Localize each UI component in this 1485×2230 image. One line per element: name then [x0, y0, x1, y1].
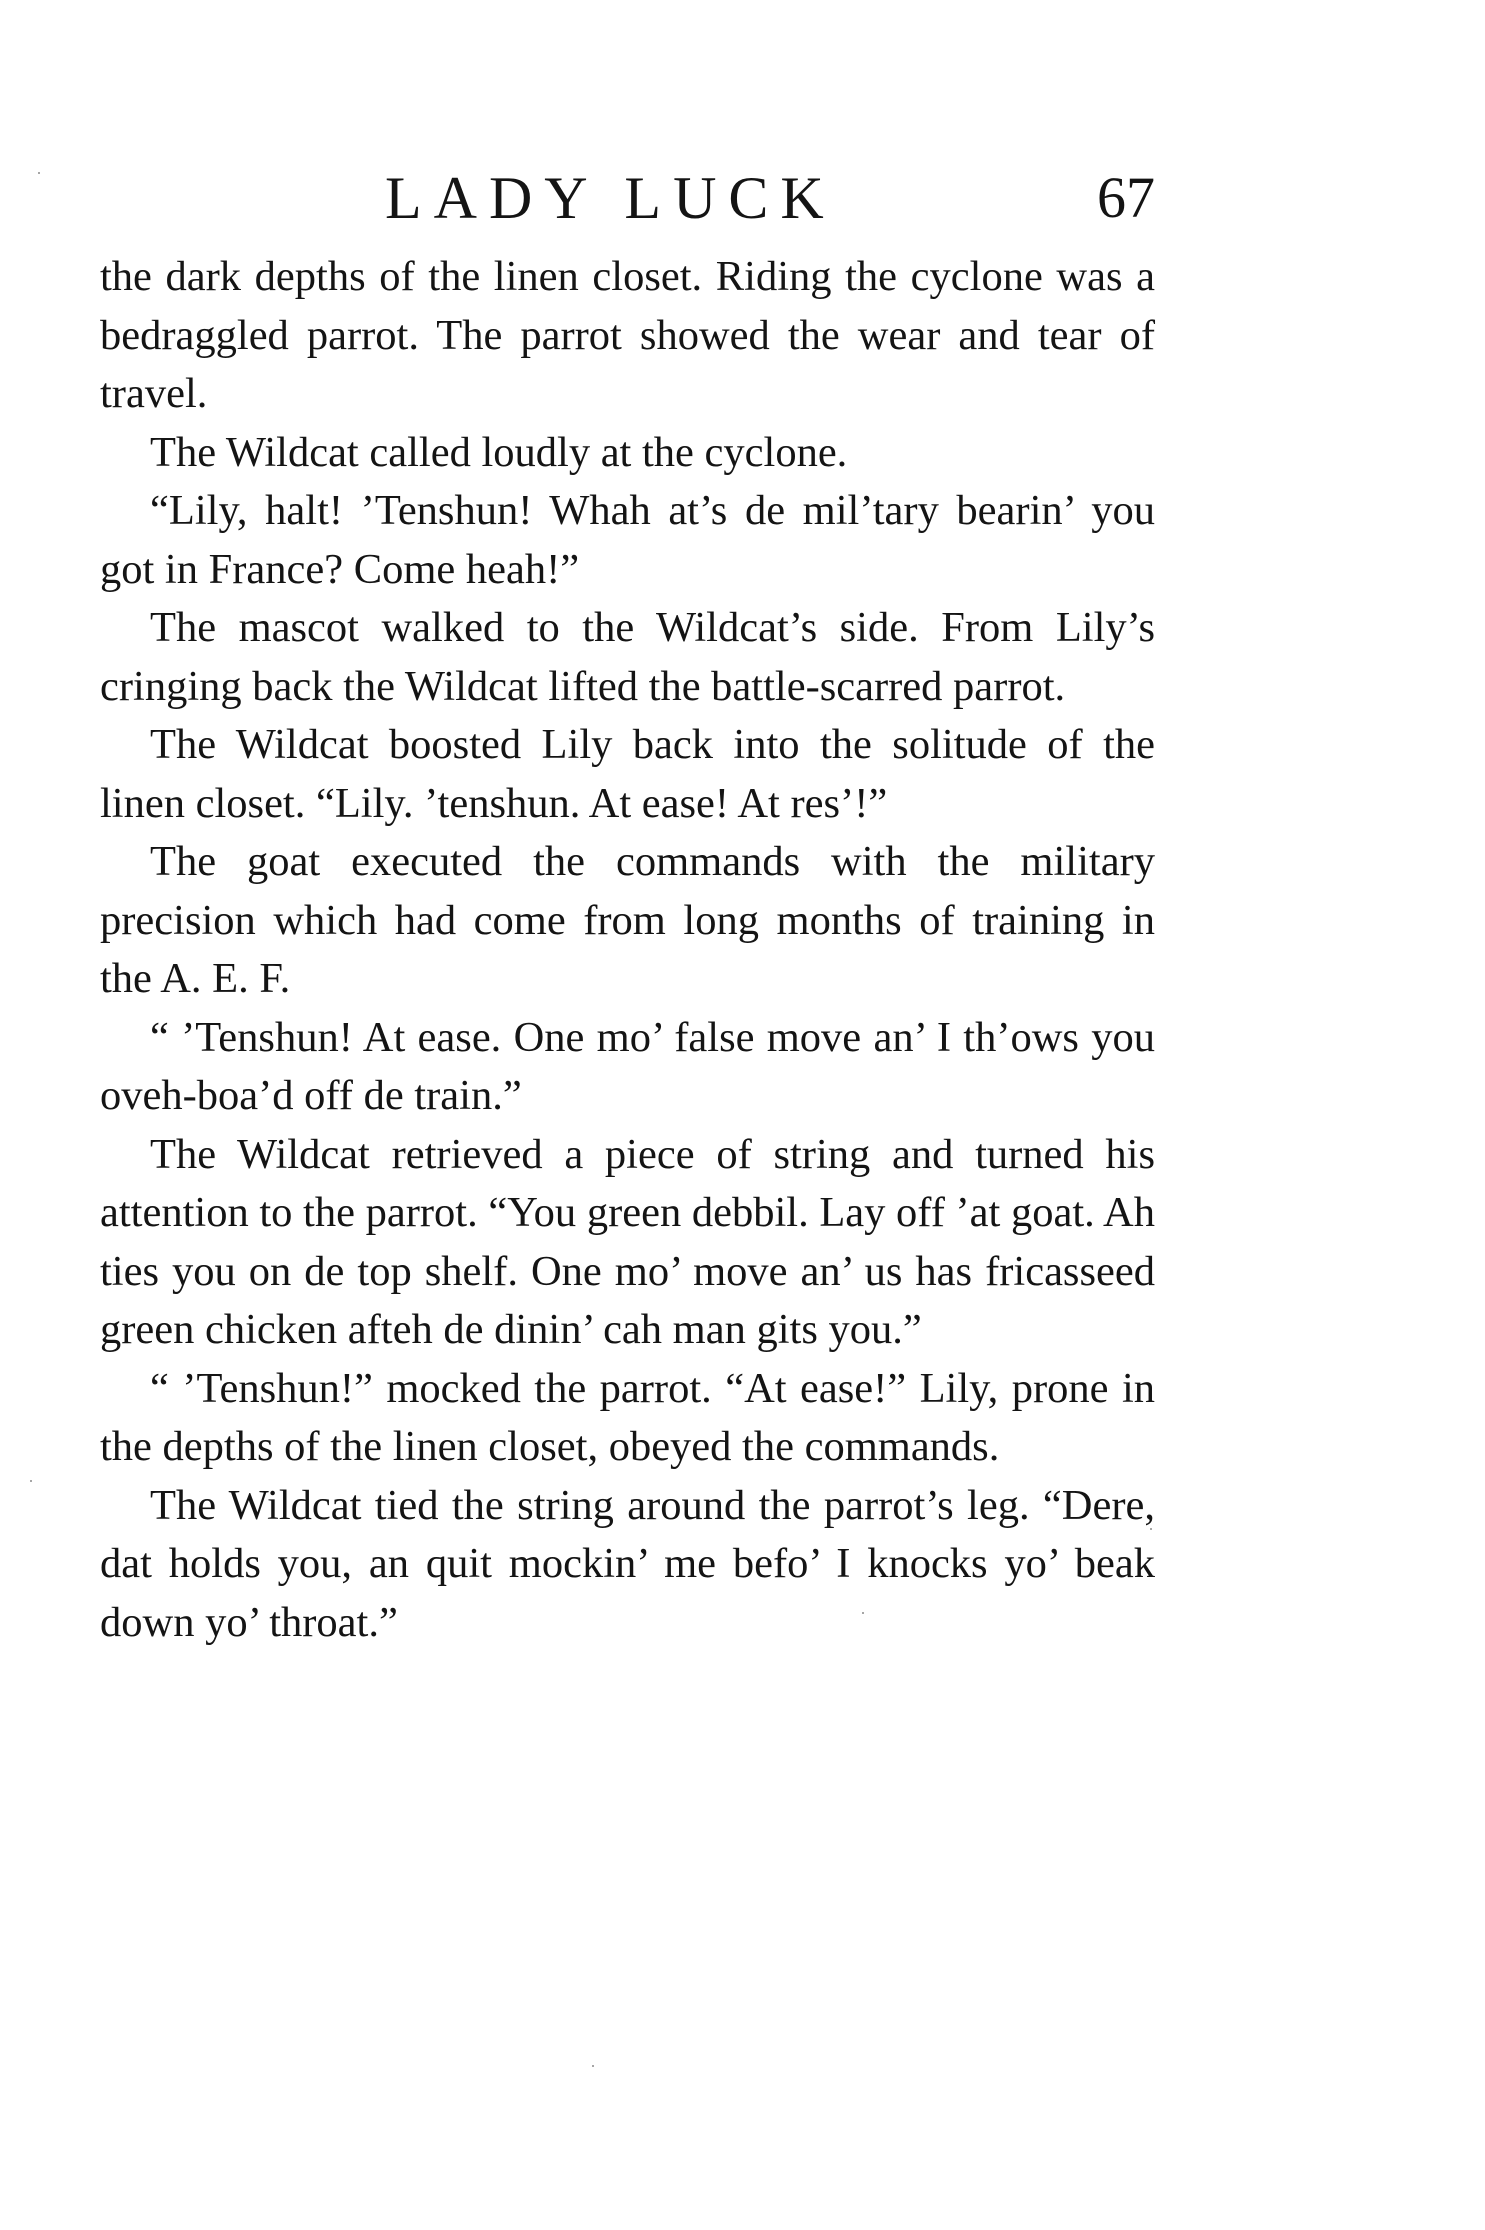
- running-title: LADY LUCK: [385, 165, 836, 231]
- running-head: [100, 158, 1155, 238]
- paragraph: The Wildcat retrieved a piece of string and turned his attention to the parrot. “You green debbil. Lay off ’at goat. Ah ties you on de top shelf. One mo’ move an’ us has fricasseed green chicken afteh de dinin’ cah man gits you.”: [100, 1130, 1155, 1353]
- page-number: 67: [1097, 165, 1155, 230]
- paragraph: “Lily, halt! ’Tenshun! Whah at’s de mil’tary bearin’ you got in France? Come heah!”: [100, 487, 1155, 593]
- paragraph: The Wildcat called loudly at the cyclone.: [150, 428, 848, 476]
- paragraph: The mascot walked to the Wildcat’s side. From Lily’s cringing back the Wildcat lifted the battle-scarred parrot.: [100, 604, 1155, 710]
- paragraph: The Wildcat tied the string around the parrot’s leg. “Dere, dat holds you, an quit mockin’ me befo’ I knocks yo’ beak down yo’ throat.”: [100, 1481, 1155, 1646]
- body-text: [100, 248, 1155, 1652]
- scan-speck: [38, 172, 40, 174]
- scan-speck: [1150, 1528, 1152, 1530]
- paragraph: The goat executed the commands with the military precision which had come from long months of training in the A. E. F.: [100, 838, 1155, 1002]
- scan-speck: [862, 1612, 864, 1614]
- scan-speck: [592, 2065, 594, 2067]
- scan-speck: [30, 1480, 32, 1482]
- paragraph: “ ’Tenshun!” mocked the parrot. “At ease!” Lily, prone in the depths of the linen closet, obeyed the commands.: [100, 1364, 1155, 1470]
- paragraph: “ ’Tenshun! At ease. One mo’ false move an’ I th’ows you oveh-boa’d off de train.”: [100, 1013, 1155, 1119]
- paragraph-continued: the dark depths of the linen closet. Riding the cyclone was a bedraggled parrot. The parrot showed the wear and tear of travel.: [100, 253, 1155, 417]
- paragraph: The Wildcat boosted Lily back into the solitude of the linen closet. “Lily. ’tenshun. At ease! At res’!”: [100, 721, 1155, 827]
